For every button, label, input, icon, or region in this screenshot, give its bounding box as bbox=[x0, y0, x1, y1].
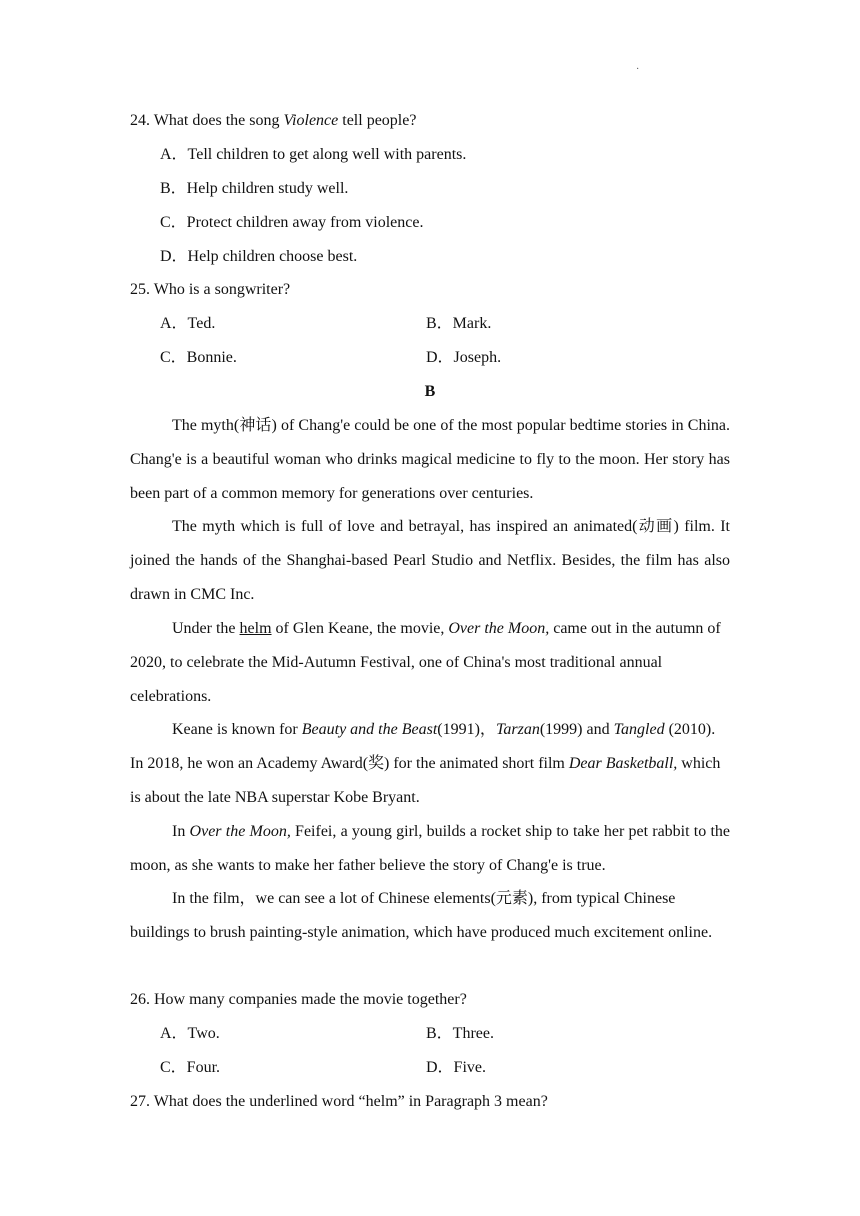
p4-text-d: (2010). In 2018, he won an Academy Award(奖) for the animated short film bbox=[130, 721, 716, 772]
passage-paragraph-3 bbox=[130, 612, 730, 713]
q25-option-d[interactable]: D．Joseph. bbox=[426, 349, 502, 366]
q24-option-d[interactable]: D．Help children choose best. bbox=[160, 248, 358, 265]
p4-text-a: Keane is known for bbox=[172, 721, 302, 738]
p4-text-c: (1999) and bbox=[539, 721, 614, 738]
q24-option-a[interactable]: A．Tell children to get along well with parents. bbox=[160, 146, 467, 163]
p3-text-b: of Glen Keane, the movie, bbox=[271, 620, 449, 637]
p3-text-a: Under the bbox=[172, 620, 240, 637]
q25-option-b[interactable]: B．Mark. bbox=[426, 315, 492, 332]
p5-text-b: Feifei, a young girl, builds a rocket ship to take her pet rabbit to the moon, as she wants to make her father believe the story of Chang'e is true. bbox=[130, 823, 731, 874]
question-24-stem bbox=[130, 104, 416, 138]
p4-film-4: Dear Basketball, bbox=[568, 754, 678, 772]
p4-text-b: (1991)， bbox=[437, 721, 496, 738]
section-label-b: B bbox=[424, 383, 436, 400]
page-marker: · bbox=[636, 64, 640, 75]
question-27-stem: 27. What does the underlined word “helm” in Paragraph 3 mean? bbox=[130, 1093, 548, 1110]
q24-option-c[interactable]: C．Protect children away from violence. bbox=[160, 214, 424, 231]
q26-option-d[interactable]: D．Five. bbox=[426, 1059, 487, 1076]
q24-option-b[interactable]: B．Help children study well. bbox=[160, 180, 349, 197]
p4-text-e: which is about the late NBA superstar Kobe Bryant. bbox=[130, 754, 721, 806]
q26-option-a[interactable]: A．Two. bbox=[160, 1025, 220, 1042]
p4-film-1: Beauty and the Beast bbox=[301, 721, 438, 738]
p3-movie-title: Over the Moon, bbox=[448, 620, 550, 637]
p4-film-3: Tangled bbox=[613, 721, 665, 738]
question-25-stem: 25. Who is a songwriter? bbox=[130, 281, 291, 298]
q25-option-a[interactable]: A．Ted. bbox=[160, 315, 216, 332]
q25-option-c[interactable]: C．Bonnie. bbox=[160, 349, 237, 366]
underlined-word-helm: helm bbox=[239, 620, 272, 637]
passage-paragraph-6: In the film，we can see a lot of Chinese elements(元素), from typical Chinese buildings to brush painting-style animation, which have produced much excitement online. bbox=[130, 890, 713, 941]
p4-film-2: Tarzan bbox=[495, 721, 540, 738]
q26-option-c[interactable]: C．Four. bbox=[160, 1059, 221, 1076]
p3-text-c: came out in the autumn of 2020, to celebrate the Mid-Autumn Festival, one of China's most traditional annual celebrations. bbox=[130, 620, 721, 705]
p5-movie-title: Over the Moon, bbox=[189, 823, 291, 840]
passage-paragraph-1: The myth(神话) of Chang'e could be one of the most popular bedtime stories in China. Chang'e is a beautiful woman who drinks magical medicine to fly to the moon. Her story has been part of a common memory for generations over centuries. bbox=[130, 417, 730, 502]
q24-stem-end: tell people? bbox=[338, 112, 417, 129]
p5-text-a: In bbox=[172, 823, 190, 840]
q24-song-title: Violence bbox=[283, 112, 339, 129]
passage-paragraph-4 bbox=[130, 713, 730, 814]
passage-paragraph-2: The myth which is full of love and betrayal, has inspired an animated(动画) film. It joined the hands of the Shanghai-based Pearl Studio and Netflix. Besides, the film has also drawn in CMC Inc. bbox=[130, 518, 730, 603]
question-26-stem: 26. How many companies made the movie together? bbox=[130, 991, 467, 1008]
q26-option-b[interactable]: B．Three. bbox=[426, 1025, 494, 1042]
q24-stem-text: 24. What does the song bbox=[130, 112, 284, 129]
passage-paragraph-5 bbox=[130, 815, 730, 883]
